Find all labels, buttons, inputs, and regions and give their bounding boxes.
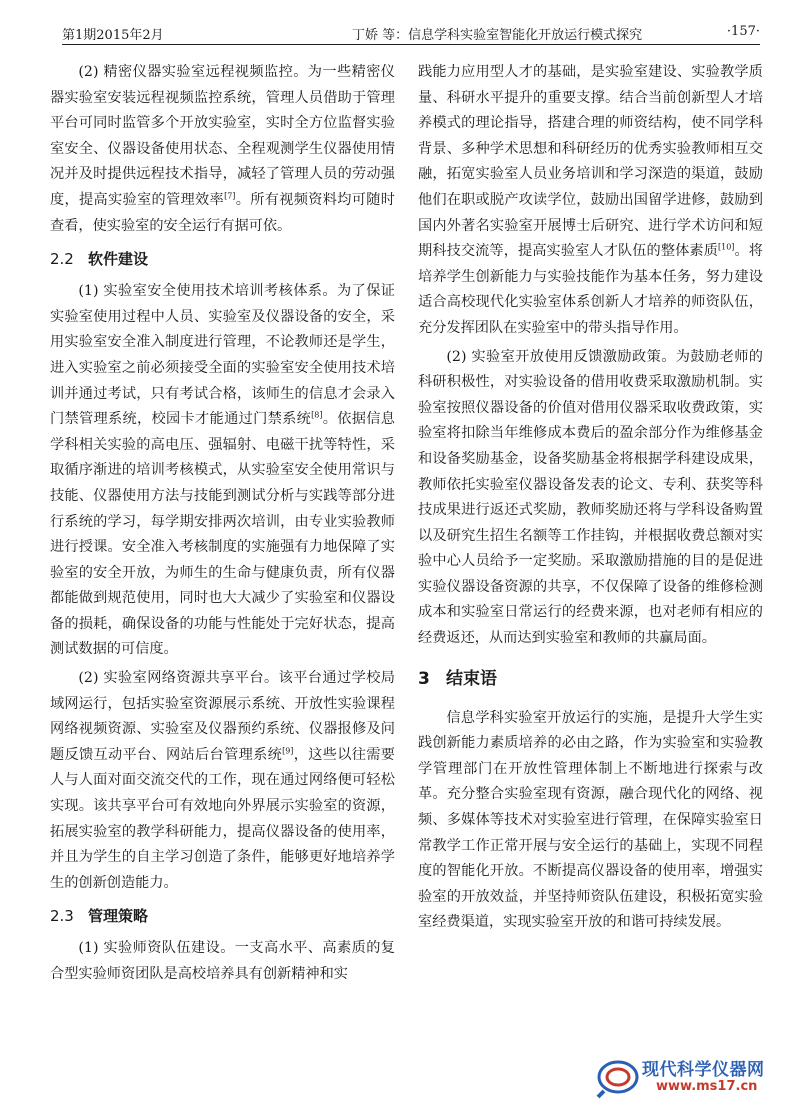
running-title: 丁娇 等：信息学科实验室智能化开放运行模式探究 bbox=[352, 28, 643, 43]
running-header bbox=[62, 18, 760, 45]
left-column bbox=[50, 60, 395, 991]
watermark-brand: 现代科学仪器网 bbox=[642, 1060, 765, 1080]
citation: [9] bbox=[282, 746, 294, 756]
section-heading-2-2: 2.2 软件建设 bbox=[50, 250, 149, 269]
paragraph: 践能力应用型人才的基础，是实验室建设、实验教学质量、科研水平提升的重要支撑。结合当前创新型人才培养模式的理论指导，搭建合理的师资结构，使不同学科背景、多种学术思想和科研经历的优秀实验教师相互交融，拓宽实验室人员业务培训和学习深造的渠道，鼓励他们在职或脱产攻读学位，鼓励出国留学进修，鼓励到国内外著名实验室开展博士后研究、进行学术访问和短期科技交流等，提高实验室人才队伍的整体素质[10]。将培养学生创新能力与实验技能作为基本任务，努力建设适合高校现代化实验室体系创新人才培养的师资队伍，充分发挥团队在实验室中的带头指导作用。 bbox=[418, 64, 763, 336]
paragraph: 信息学科实验室开放运行的实施，是提升大学生实践创新能力素质培养的必由之路，作为实验室和实验教学管理部门在开放性管理体制上不断地进行探索与改革。充分整合实验室现有资源，融合现代化的网络、视频、多媒体等技术对实验室进行管理，在保障实验室日常教学工作正常开展与安全运行的基础上，实现不同程度的智能化开放。不断提高仪器设备的使用率，增强实验室的开放效益，并坚持师资队伍建设，积极拓宽实验室经费渠道，实现实验室开放的和谐可持续发展。 bbox=[418, 709, 763, 931]
paragraph: (2) 实验室网络资源共享平台。该平台通过学校局域网运行，包括实验室资源展示系统、开放性实验课程网络视频资源、实验室及仪器预约系统、仪器报修及问题反馈互动平台、网站后台管理系统[9]，这些以往需要人与人面对面交流交代的工作，现在通过网络便可轻松实现。该共享平台可有效地向外界展示实验室的资源，拓展实验室的教学科研能力，提高仪器设备的使用率，并且为学生的自主学习创造了条件，能够更好地培养学生的创新创造能力。 bbox=[50, 670, 395, 891]
citation: [7] bbox=[224, 191, 236, 201]
paragraph: (1) 实验室安全使用技术培训考核体系。为了保证实验室使用过程中人员、实验室及仪器设备的安全，采用实验室安全准入制度进行管理，不论教师还是学生，进入实验室之前必须接受全面的实验室安全使用技术培训并通过考试，只有考试合格，该师生的信息才会录入门禁管理系统，校园卡才能通过门禁系统[8]。依据信息学科相关实验的高电压、强辐射、电磁干扰等特性，采取循序渐进的培训考核模式，从实验室安全使用常识与技能、仪器使用方法与技能到测试分析与实践等部分进行系统的学习，每学期安排两次培训，由专业实验教师进行授课。安全准入考核制度的实施强有力地保障了实验室的安全开放，为师生的生命与健康负责，所有仪器都能做到规范使用，同时也大大减少了实验室和仪器设备的损耗，确保设备的功能与性能处于完好状态，提高测试数据的可信度。 bbox=[50, 283, 395, 658]
journal-issue: 第1期2015年2月 bbox=[62, 28, 164, 43]
citation: [10] bbox=[717, 242, 735, 252]
citation: [8] bbox=[311, 410, 323, 420]
magnifier-logo-icon bbox=[596, 1057, 640, 1099]
watermark-url: www.ms17.cn bbox=[656, 1079, 758, 1094]
right-column bbox=[418, 60, 763, 939]
section-heading-2-3: 2.3 管理策略 bbox=[50, 907, 149, 926]
page-number: ·157· bbox=[726, 24, 760, 39]
paragraph: (2) 精密仪器实验室远程视频监控。为一些精密仪器实验室安装远程视频监控系统，管理人员借助于管理平台可同时监管多个开放实验室，实时全方位监督实验室安全、仪器设备使用状态、全程观测学生仪器使用情况并及时提供远程技术指导，减轻了管理人员的劳动强度，提高实验室的管理效率[7]。所有视频资料均可随时查看，使实验室的安全运行有据可依。 bbox=[50, 64, 395, 234]
site-watermark bbox=[596, 1055, 786, 1101]
paragraph: (2) 实验室开放使用反馈激励政策。为鼓励老师的科研积极性，对实验设备的借用收费采取激励机制。实验室按照仪器设备的价值对借用仪器采取收费政策，实验室将扣除当年维修成本费后的盈余部分作为维修基金和设备奖励基金，设备奖励基金将根据学科建设成果，教师依托实验室仪器设备发表的论文、专利、获奖等科技成果进行返还式奖励，教师奖励还将与学科设备购置以及研究生招生名额等工作挂钩，并根据收费总额对实验中心人员给予一定奖励。采取激励措施的目的是促进实验仪器设备资源的共享，不仅保障了设备的维修检测成本和实验室日常运行的经费来源，也对老师有相应的经费返还，从而达到实验室和教师的共赢局面。 bbox=[418, 348, 763, 647]
section-heading-3: 3 结束语 bbox=[418, 668, 497, 689]
paragraph: (1) 实验师资队伍建设。一支高水平、高素质的复合型实验师资团队是高校培养具有创新精神和实 bbox=[50, 940, 395, 982]
